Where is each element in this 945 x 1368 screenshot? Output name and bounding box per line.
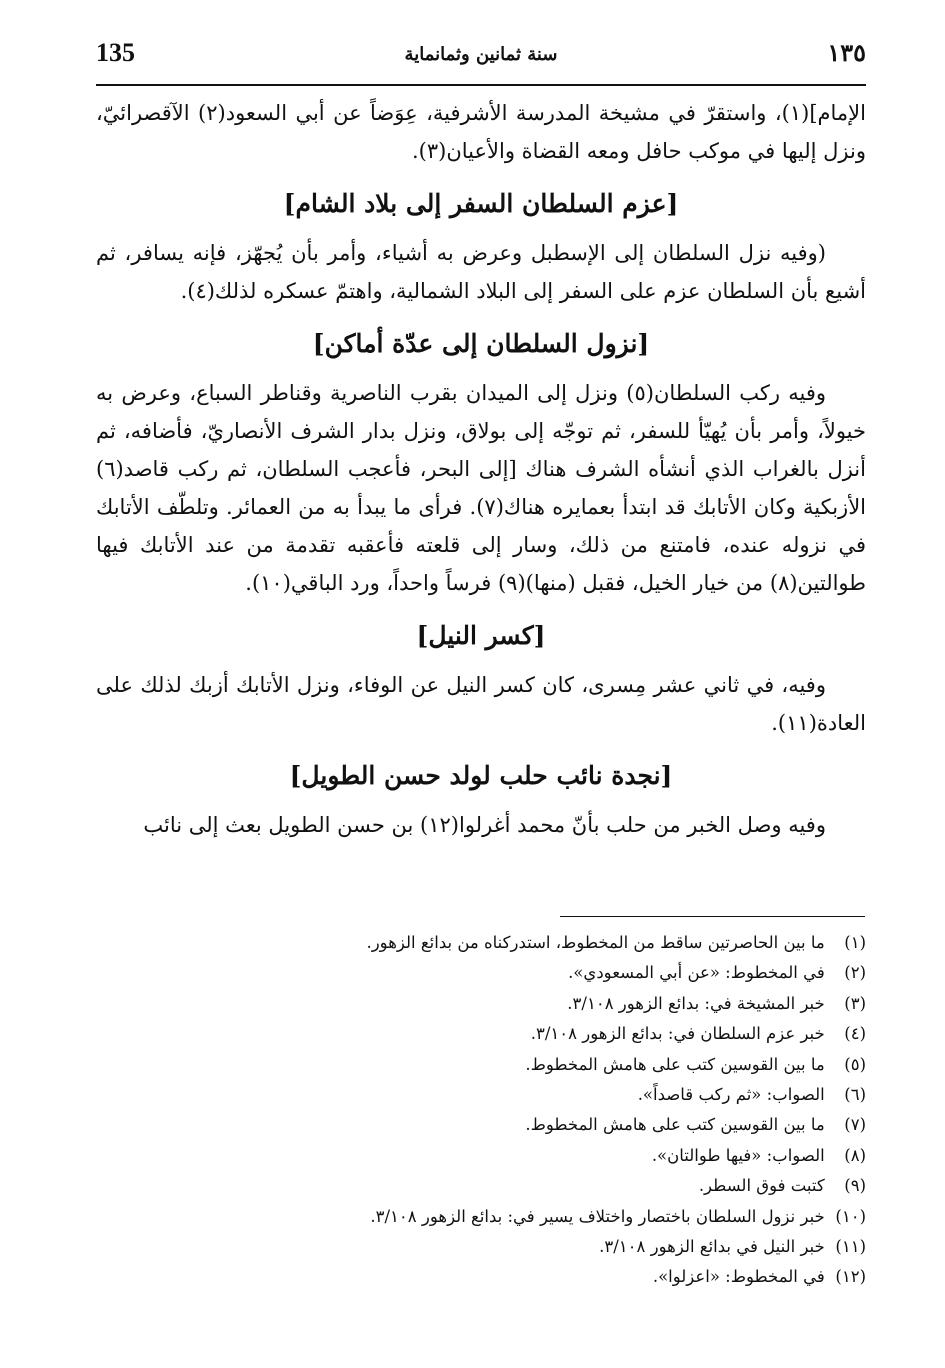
paragraph-5: وفيه وصل الخبر من حلب بأنّ محمد أغرلوا(١٢) بن حسن الطويل بعث إلى نائب [143,813,826,837]
heading-aleppo-aid: [نجدة نائب حلب لولد حسن الطويل] [289,761,673,790]
footnote-item [166,1232,866,1262]
header-rule [96,84,866,86]
heading-sultan-visits: [نزول السلطان إلى عدّة أماكن] [312,329,650,358]
paragraph-2: (وفيه نزل السلطان إلى الإسطبل وعرض به أشياء، وأمر بأن يُجهّز، فإنه يسافر، ثم أشيع بأن السلطان عزم على السفر إلى البلاد الشمالية، واهتمّ عسكره لذلك(٤). [96,241,866,303]
running-title: سنة ثمانين وثمانماية [404,44,558,65]
heading-sultan-travel: [عزم السلطان السفر إلى بلاد الشام] [283,189,679,218]
footnote-item [166,1050,866,1080]
footnote-rule [560,916,865,917]
footnote-number: (١) [844,933,866,952]
footnote-number: (٧) [844,1115,866,1135]
footnote-item [166,928,866,958]
paragraph-3: وفيه ركب السلطان(٥) ونزل إلى الميدان بقرب الناصرية وقناطر السباع، وعرض به خيولاً، وأمر بأن يُهيّأ للسفر، ثم توجّه إلى بولاق، ونزل بدار الشرف الأنصاريّ، فأضافه، ثم أنزل بالغراب الذي أنشأه الشرف هناك [إلى البحر، فأعجب السلطان، ثم ركب قاصد(٦) الأزبكية وكان الأتابك قد ابتدأ بعمايره هناك(٧). فرأى ما يبدأ به من العمائر. وتلطّف الأتابك في نزوله عنده، فامتنع من ذلك، وسار إلى قلعته فأعقبه تقدمة من عند الأتابك فيها طوالتين(٨) من خيار الخيل، فقبل (منها)(٩) فرساً واحداً، ورد الباقي(١٠). [96,381,867,595]
footnote-text: خبر النيل في بدائع الزهور ٣/١٠٨. [599,1237,825,1257]
heading-nile-flood: [كسر النيل] [416,621,546,650]
footnote-item [166,1110,866,1140]
main-text [96,94,866,844]
footnote-number: (٦) [844,1085,866,1105]
footnote-text: الصواب: «ثم ركب قاصداً». [637,1085,825,1105]
paragraph-4: وفيه، في ثاني عشر مِسرى، كان كسر النيل عن الوفاء، ونزل الأتابك أزبك لذلك على العادة(١١). [96,673,866,735]
footnote-text: خبر عزم السلطان في: بدائع الزهور ٣/١٠٨. [530,1024,825,1044]
paragraph-1: الإمام](١)، واستقرّ في مشيخة المدرسة الأشرفية، عِوَضاً عن أبي السعود(٢) الآقصرائيّ، ونزل إليها في موكب حافل ومعه القضاة والأعيان(٣). [96,101,866,163]
footnote-number: (٥) [844,1054,866,1074]
footnote-text: الصواب: «فيها طوالتان». [651,1145,825,1165]
footnote-number: (١٢) [835,1267,866,1287]
page-number-latin: 135 [96,38,135,67]
footnote-number: (١٠) [835,1206,866,1226]
footnote-text: ما بين القوسين كتب على هامش المخطوط. [525,1115,825,1135]
footnote-number: (٢) [844,963,866,983]
page-header [96,38,866,82]
footnote-text: خبر المشيخة في: بدائع الزهور ٣/١٠٨. [567,993,825,1013]
footnote-item [166,989,866,1019]
footnote-text: ما بين القوسين كتب على هامش المخطوط. [525,1054,825,1074]
footnote-text: كتبت فوق السطر. [698,1176,825,1196]
footnote-item [166,1262,866,1292]
footnote-item [166,1171,866,1201]
footnotes-list [166,928,866,1293]
footnote-text: في المخطوط: «عن أبي المسعودي». [568,963,825,983]
footnote-number: (٣) [844,993,866,1013]
footnote-item [166,958,866,988]
footnote-number: (٨) [844,1145,866,1165]
footnote-number: (٤) [844,1024,866,1044]
footnote-number: (١١) [835,1237,866,1257]
footnote-text: في المخطوط: «اعزلوا». [652,1267,825,1287]
footnote-item [166,1080,866,1110]
footnote-text: ما بين الحاصرتين ساقط من المخطوط، استدركناه من بدائع الزهور. [366,933,825,952]
footnote-number: (٩) [844,1176,866,1196]
footnote-item [166,1202,866,1232]
footnote-item [166,1141,866,1171]
page-number-arabic: ١٣٥ [827,38,866,67]
footnote-item [166,1019,866,1049]
footnote-text: خبر نزول السلطان باختصار واختلاف يسير في: بدائع الزهور ٣/١٠٨. [370,1206,825,1226]
